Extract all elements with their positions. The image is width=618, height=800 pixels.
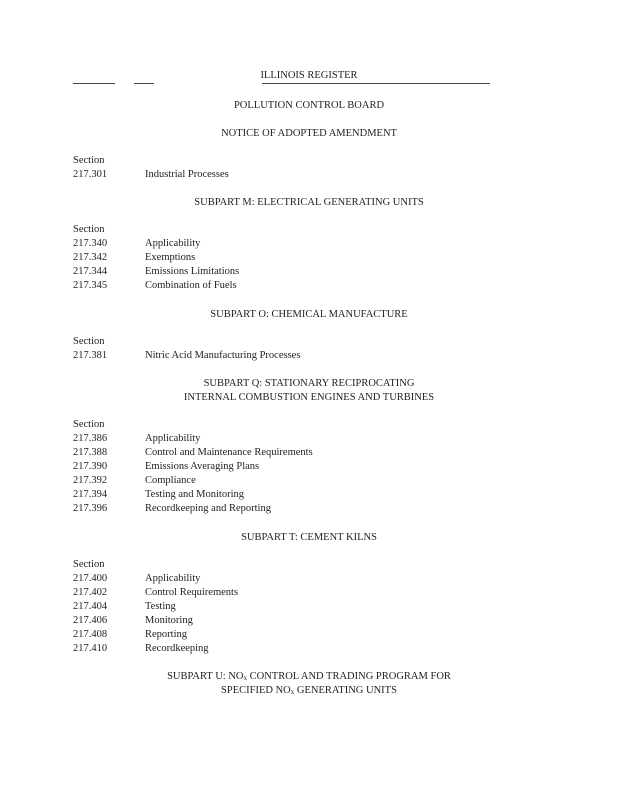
section-label: Section [73,419,105,430]
section-row [73,238,200,249]
section-row [73,252,195,263]
header-rule-left-2 [134,83,154,84]
section-number: 217.392 [73,475,108,486]
section-label: Section [73,224,105,235]
section-title: Applicability [145,573,201,584]
section-title: Compliance [145,475,196,486]
subpart-q-heading: SUBPART Q: STATIONARY RECIPROCATING [203,378,415,389]
subpart-u-text-b: CONTROL AND TRADING PROGRAM FOR [247,671,451,682]
subpart-m-heading: SUBPART M: ELECTRICAL GENERATING UNITS [194,197,424,208]
section-row [73,447,313,458]
section-row [73,601,176,612]
section-number: 217.381 [73,350,108,361]
section-number: 217.394 [73,489,108,500]
subpart-o-heading: SUBPART O: CHEMICAL MANUFACTURE [210,309,408,320]
board-title: POLLUTION CONTROL BOARD [233,100,385,111]
subpart-q-heading-line2: INTERNAL COMBUSTION ENGINES AND TURBINES [183,392,435,403]
subpart-u-heading [0,671,618,682]
section-row [73,489,244,500]
subpart-t-heading: SUBPART T: CEMENT KILNS [241,532,377,543]
section-row [73,587,238,598]
register-title: ILLINOIS REGISTER [260,70,358,81]
section-label: Section [73,336,105,347]
section-row [73,280,237,291]
section-number: 217.390 [73,461,108,472]
section-row [73,629,187,640]
section-number: 217.408 [73,629,108,640]
notice-title: NOTICE OF ADOPTED AMENDMENT [221,128,397,139]
section-title: Monitoring [145,615,193,626]
subscript-x: x [290,688,295,696]
section-title: Applicability [145,238,201,249]
section-row [73,503,271,514]
subpart-u-text-a: SUBPART U: NO [167,671,244,682]
section-row [73,643,209,654]
subscript-x: x [243,674,247,682]
section-title: Emissions Averaging Plans [145,461,260,472]
section-number: 217.400 [73,573,108,584]
section-number: 217.344 [73,266,108,277]
section-row [73,350,300,361]
section-number: 217.396 [73,503,108,514]
section-title: Control and Maintenance Requirements [145,447,313,458]
section-title: Testing and Monitoring [145,489,245,500]
section-row [73,169,229,180]
section-number: 217.404 [73,601,108,612]
section-number: 217.406 [73,615,108,626]
subpart-u-text-c: SPECIFIED NO [221,685,291,696]
subpart-u-text-d: GENERATING UNITS [294,685,397,696]
section-title: Industrial Processes [145,169,229,180]
section-title: Emissions Limitations [145,266,240,277]
section-row [73,433,200,444]
section-number: 217.410 [73,643,108,654]
section-row [73,266,239,277]
section-number: 217.386 [73,433,108,444]
section-row [73,461,259,472]
section-title: Control Requirements [145,587,239,598]
subpart-u-heading-line2 [0,685,618,696]
section-number: 217.388 [73,447,108,458]
section-title: Testing [145,601,176,612]
section-number: 217.340 [73,238,108,249]
section-title: Applicability [145,433,201,444]
section-title: Combination of Fuels [145,280,237,291]
section-row [73,573,200,584]
header-rule-left-1 [73,83,115,84]
section-title: Recordkeeping and Reporting [145,503,271,514]
section-number: 217.342 [73,252,108,263]
section-title: Recordkeeping [145,643,209,654]
section-number: 217.345 [73,280,108,291]
section-number: 217.402 [73,587,108,598]
section-title: Exemptions [145,252,196,263]
section-row [73,475,196,486]
section-label: Section [73,155,105,166]
section-title: Nitric Acid Manufacturing Processes [145,350,301,361]
header-rule-right [262,83,490,84]
section-number: 217.301 [73,169,108,180]
section-label: Section [73,559,105,570]
section-row [73,615,193,626]
section-title: Reporting [145,629,187,640]
